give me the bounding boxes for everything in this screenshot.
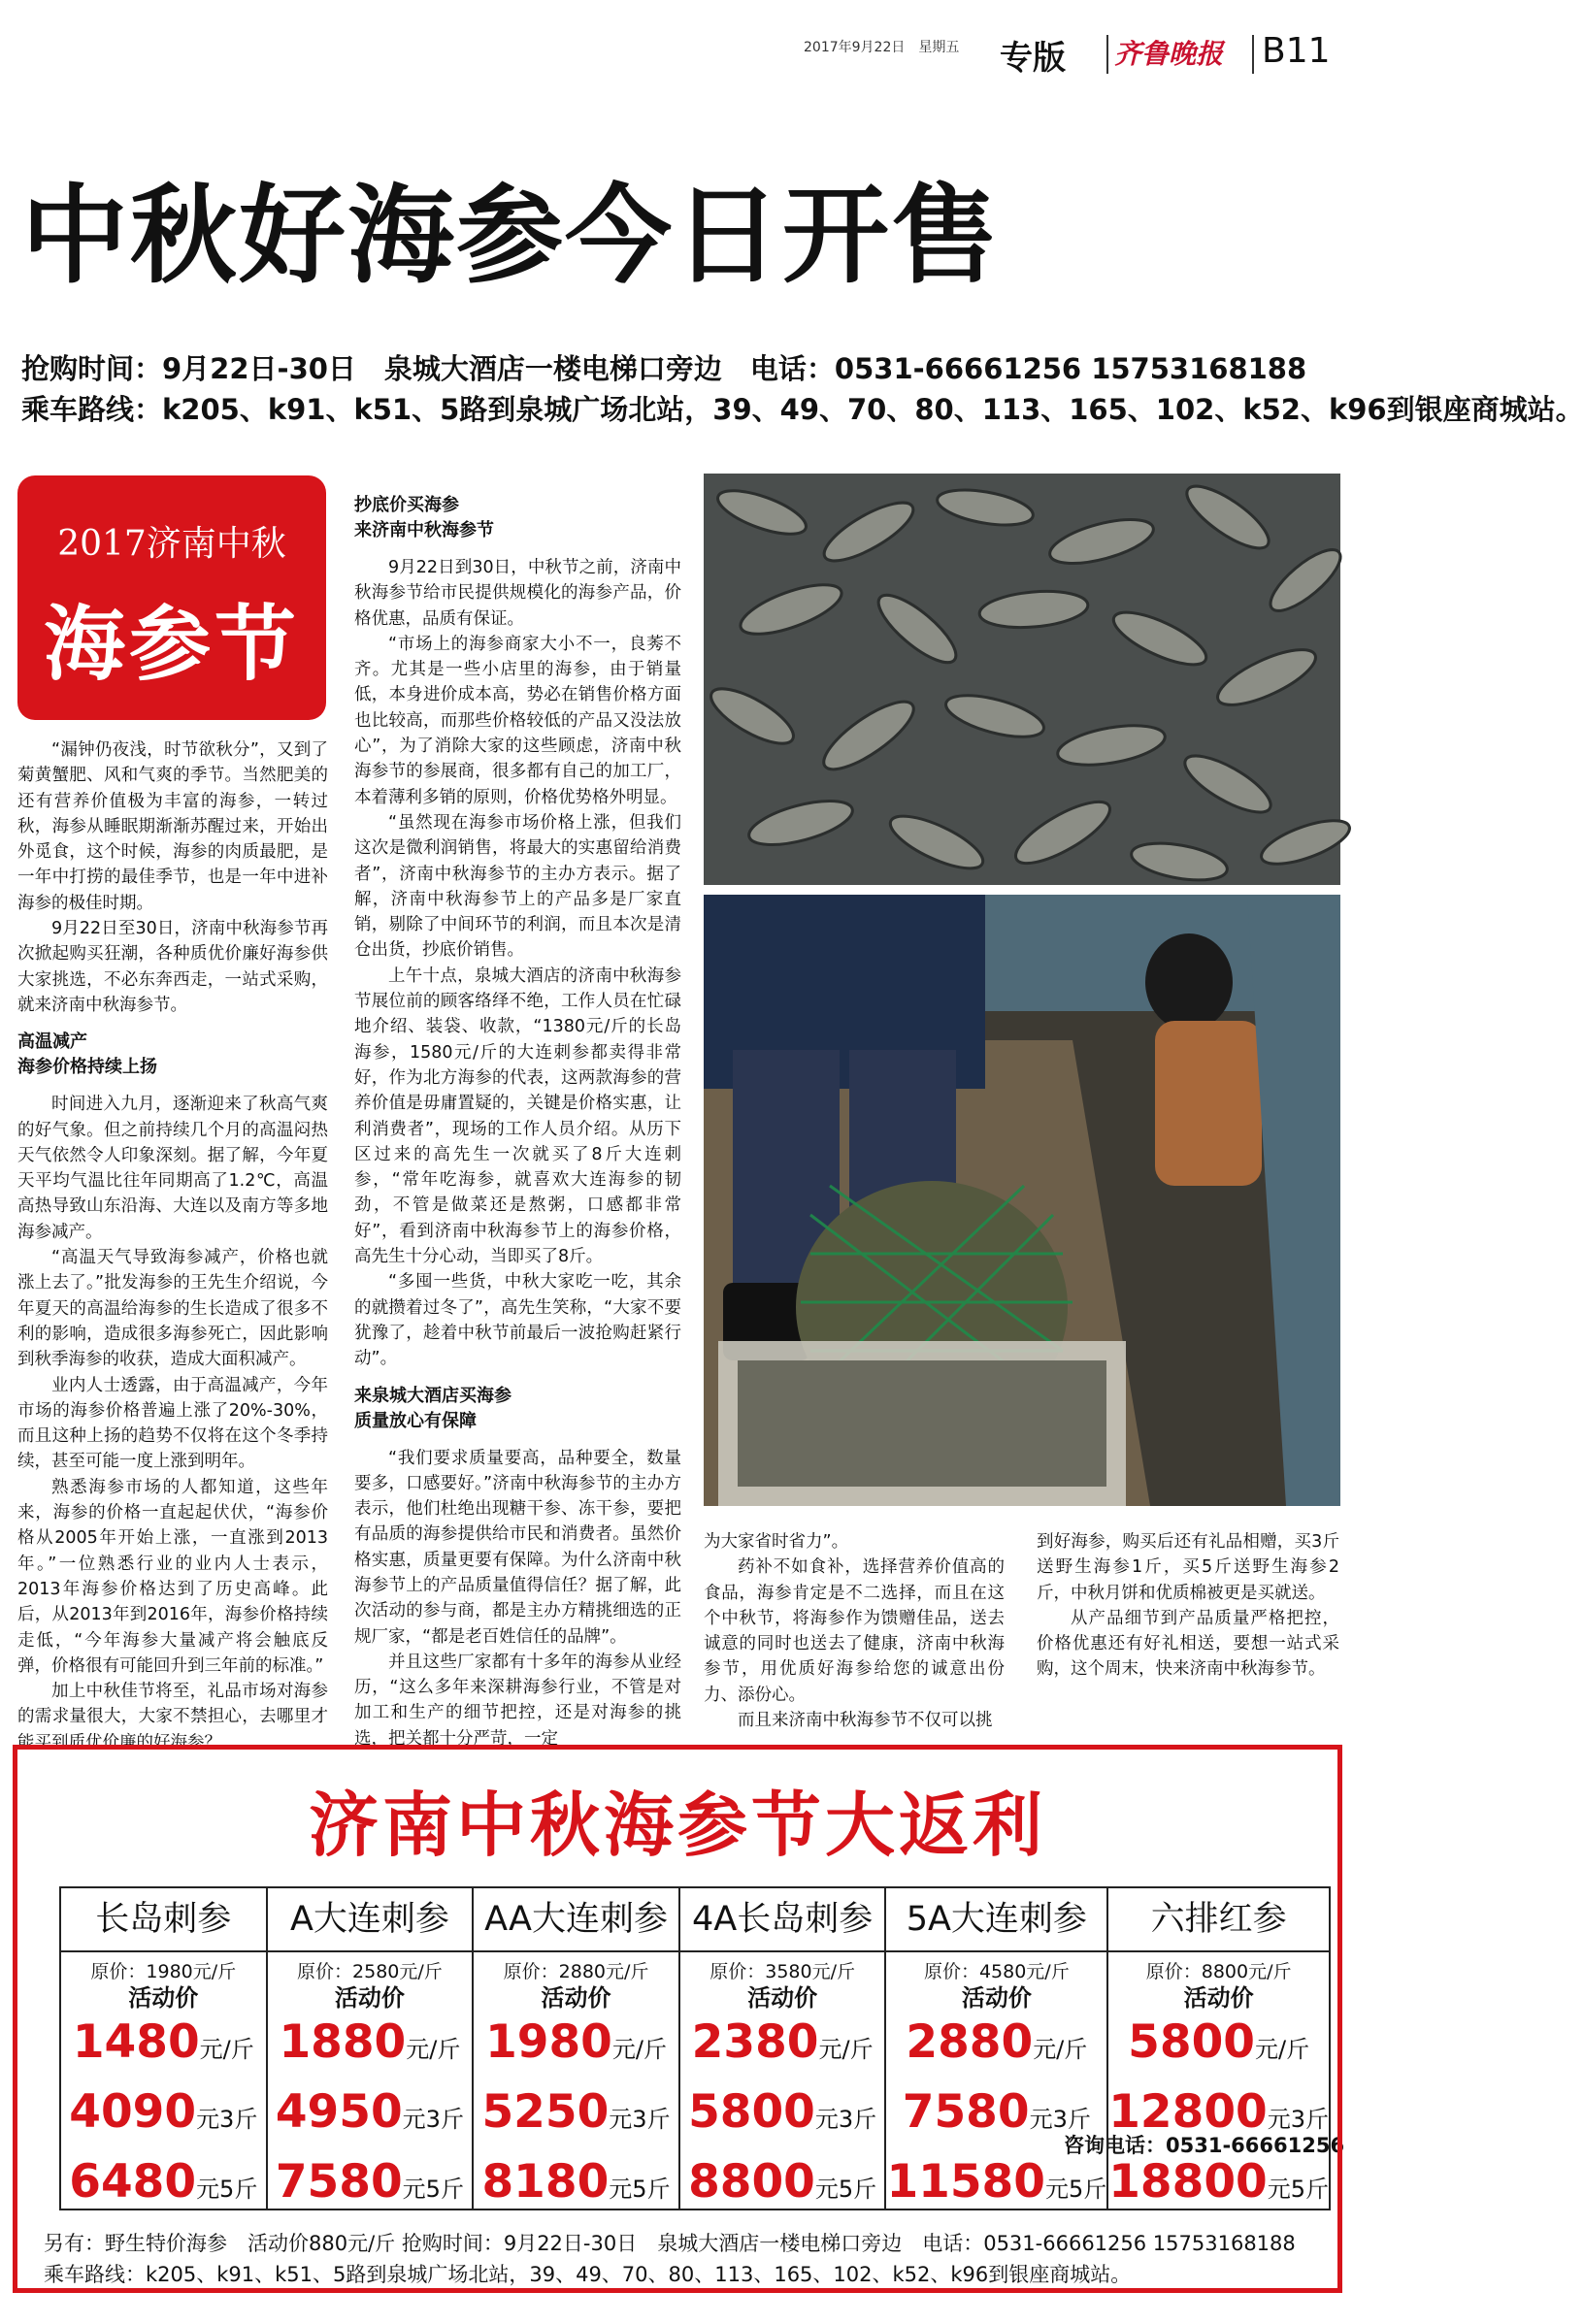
sale-price [1108,2013,1329,2082]
sale-price [474,2013,678,2082]
sale-price [268,2152,473,2222]
paragraph: 业内人士透露，由于高温减产，今年市场的海参价格普遍上涨了20%-30%，而且这种上扬的趋势不仅将在这个冬季持续，甚至可能一度上涨到明年。 [17,1375,328,1472]
paragraph: “市场上的海参商家大小不一，良莠不齐。尤其是一些小店里的海参，由于销量低，本身进价成本高，势必在销售价格方面也比较高，而那些价格较低的产品又没法放心”，为了消除大家的这些顾虑，济南中秋海参节的参展商，很多都有自己的加工厂，本着薄利多销的原则，价格优势格外明显。 [354,634,681,807]
sale-price-unit: 元/斤 [818,2036,874,2063]
bus-route-line: 乘车路线：k205、k91、k51、5路到泉城广场北站，39、49、70、80、113、165、102、k52、k96到银座商城站。 [21,393,1584,426]
sale-price-unit: 元/斤 [1033,2036,1088,2063]
sale-price-value: 11580 [886,2155,1045,2209]
original-price: 原价：2580元/斤 [297,1961,443,1982]
paragraph: 并且这些厂家都有十多年的海参从业经历，“这么多年来深耕海参行业，不管是对加工和生产的细节把控，还是对海参的挑选，把关都十分严苛，一定 [354,1652,681,1749]
sale-price-value: 4950 [275,2085,403,2139]
paragraph: 时间进入九月，逐渐迎来了秋高气爽的好气象。但之前持续几个月的高温闷热天气依然令人印象深刻。据了解，今年夏天平均气温比往年同期高了1.2℃，高温高热导致山东沿海、大连以及南方等多地海参减产。 [17,1095,328,1242]
sale-price [61,2082,266,2152]
sale-price [680,2013,885,2082]
paragraph: 为大家省时省力”。 [704,1532,849,1552]
sale-price [268,2082,473,2152]
paragraph: 9月22日到30日，中秋节之前，济南中秋海参节给市民提供规模化的海参产品，价格优惠，品质有保证。 [354,558,681,629]
issue-date: 2017年9月22日 星期五 [804,40,960,55]
page-headline: 中秋好海参今日开售 [21,174,1000,298]
sea-cucumber-harvest-photo [704,895,1340,1506]
sale-price-unit: 元5斤 [1267,2176,1330,2203]
paragraph: “多囤一些货，中秋大家吃一吃，其余的就攒着过冬了”，高先生笑称，“大家不要犹豫了，趁着中秋节前最后一波抢购赶紧行动”。 [354,1272,681,1369]
activity-price-label: 活动价 [961,1984,1032,2012]
subheading: 来济南中秋海参节 [354,520,494,540]
sale-price-value: 18800 [1108,2155,1268,2209]
sea-cucumber-pile-image [704,474,1340,885]
article-column-1 [17,737,328,1755]
sale-price [886,2013,1106,2082]
paragraph: 药补不如食补，选择营养价值高的食品，海参肯定是不二选择，而且在这个中秋节，将海参作为馈赠佳品，送去诚意的同时也送去了健康，济南中秋海参节，用优质好海参给您的诚意出份力、添份心。 [704,1557,1005,1705]
price-column [1108,1888,1329,2209]
paragraph: 从产品细节到产品质量严格把控，价格优惠还有好礼相送，要想一站式采购，这个周末，快来济南中秋海参节。 [1037,1608,1339,1680]
rebate-promo-box [13,1745,1345,2293]
masthead-divider [1106,35,1108,74]
badge-title: 海参节 [43,597,300,692]
activity-price-label: 活动价 [334,1984,405,2012]
sale-price-value: 12800 [1108,2085,1268,2139]
paragraph: 上午十点，泉城大酒店的济南中秋海参节展位前的顾客络绎不绝，工作人员在忙碌地介绍、装袋、收款，“1380元/斤的长岛海参，1580元/斤的大连刺参都卖得非常好，作为北方海参的代表，这两款海参的营养价值是毋庸置疑的，关键是价格实惠，让利消费者”，现场的工作人员介绍。从历下区过来的高先生一次就买了8斤大连刺参，“常年吃海参，就喜欢大连海参的韧劲，不管是做菜还是熬粥，口感都非常好”，看到济南中秋海参节上的海参价格，高先生十分心动，当即买了8斤。 [354,966,681,1267]
paragraph: 到好海参，购买后还有礼品相赠，买3斤送野生海参1斤，买5斤送野生海参2斤，中秋月饼和优质棉被更是买就送。 [1037,1532,1339,1603]
price-column [680,1888,887,2209]
original-price: 原价：8800元/斤 [1145,1961,1292,1982]
festival-badge [17,475,326,720]
sale-price-value: 7580 [275,2155,403,2209]
product-name: 长岛刺参 [61,1888,266,1952]
product-name: AA大连刺参 [474,1888,678,1952]
sale-price [474,2152,678,2222]
sale-price-unit: 元3斤 [814,2106,877,2133]
sale-price-unit: 元5斤 [609,2176,671,2203]
sale-price-value: 4090 [69,2085,197,2139]
paragraph: 9月22日至30日，济南中秋海参节再次掀起购买狂潮，各种质优价廉好海参供大家挑选，不必东奔西走，一站式采购，就来济南中秋海参节。 [17,919,328,1015]
product-name: 六排红参 [1108,1888,1329,1952]
sale-price [886,2082,1106,2152]
subheading: 抄底价买海参 [354,495,459,515]
paragraph: “漏钟仍夜浅，时节欲秋分”，又到了菊黄蟹肥、风和气爽的季节。当然肥美的还有营养价值极为丰富的海参，一转过秋，海参从睡眠期渐渐苏醒过来，开始出外觅食，这个时候，海参的肉质最肥，是一年中打捞的最佳季节，也是一年中进补海参的极佳时期。 [17,740,328,913]
article-column-4 [1037,1529,1339,1683]
sale-price-value: 5250 [481,2085,610,2139]
subheading: 海参价格持续上扬 [17,1057,157,1078]
sale-price-unit: 元/斤 [199,2036,254,2063]
sale-price-value: 5800 [1128,2015,1255,2069]
subheading: 高温减产 [17,1031,87,1053]
product-name: 5A大连刺参 [886,1888,1106,1952]
promo-extra-info: 另有：野生特价海参 活动价880元/斤 抢购时间：9月22日-30日 泉城大酒店一楼电梯口旁边 电话：0531-66661256 15753168188 [44,2232,1296,2255]
price-column [474,1888,680,2209]
activity-price-label: 活动价 [541,1984,611,2012]
sale-price-value: 7580 [902,2085,1030,2139]
sale-price-value: 2880 [906,2015,1034,2069]
sale-price-value: 2380 [691,2015,819,2069]
paragraph: “我们要求质量要高，品种要全，数量要多，口感要好。”济南中秋海参节的主办方表示，他们杜绝出现糖干参、冻干参，要把有品质的海参提供给市民和消费者。虽然价格实惠，质量更要有保障。为什么济南中秋海参节上的产品质量值得信任？据了解，此次活动的参与商，都是主办方精挑细选的正规厂家，“都是老百姓信任的品牌”。 [354,1448,681,1647]
paragraph: 熟悉海参市场的人都知道，这些年来，海参的价格一直起起伏伏，“海参价格从2005年开始上涨，一直涨到2013年。”一位熟悉行业的业内人士表示，2013年海参价格达到了历史高峰。此后，从2013年到2016年，海参价格持续走低，“今年海参大量减产将会触底反弹，价格很有可能回升到三年前的标准。” [17,1477,328,1676]
sale-price-value: 6480 [69,2155,197,2209]
article-column-3 [704,1529,1005,1733]
original-price: 原价：2880元/斤 [503,1961,649,1982]
sale-price-unit: 元5斤 [196,2176,258,2203]
sale-price [1108,2152,1329,2222]
paragraph: “高温天气导致海参减产，价格也就涨上去了。”批发海参的王先生介绍说，今年夏天的高温给海参的生长造成了很多不利的影响，造成很多海参死亡，因此影响到秋季海参的收获，造成大面积减产。 [17,1248,328,1370]
original-price: 原价：3580元/斤 [710,1961,856,1982]
sale-price-value: 8800 [688,2155,815,2209]
sale-price-unit: 元3斤 [1267,2106,1330,2133]
sale-price [61,2013,266,2082]
sale-price-value: 8180 [481,2155,610,2209]
subheading: 来泉城大酒店买海参 [354,1385,512,1406]
sale-price-unit: 元5斤 [1044,2176,1107,2203]
original-price: 原价：1980元/斤 [90,1961,237,1982]
sale-price-unit: 元3斤 [1029,2106,1091,2133]
sale-price-unit: 元/斤 [611,2036,667,2063]
sale-price-unit: 元5斤 [814,2176,877,2203]
paragraph: 而且来济南中秋海参节不仅可以挑 [738,1711,993,1731]
section-name: 专版 [1000,39,1066,78]
sale-price [474,2082,678,2152]
activity-price-label: 活动价 [1183,1984,1254,2012]
sale-price-unit: 元/斤 [1254,2036,1310,2063]
paragraph: “虽然现在海参市场价格上涨，但我们这次是微利润销售，将最大的实惠留给消费者”，济南中秋海参节的主办方表示。据了解，济南中秋海参节上的产品多是厂家直销，剔除了中间环节的利润，而且本次是清仓出货，抄底价销售。 [354,812,681,961]
sale-price-unit: 元3斤 [402,2106,464,2133]
sale-price [886,2152,1106,2222]
page-number: B11 [1262,31,1331,71]
sale-price-value: 1880 [279,2015,407,2069]
paragraph: 加上中秋佳节将至，礼品市场对海参的需求量很大，大家不禁担心，去哪里才能买到质优价廉的好海参？ [17,1682,328,1752]
activity-price-label: 活动价 [128,1984,199,2012]
price-column [268,1888,475,2209]
sale-price [61,2152,266,2222]
sale-price-value: 1480 [72,2015,200,2069]
sale-price [1108,2082,1329,2152]
sale-price-value: 1980 [485,2015,612,2069]
masthead-divider [1252,35,1254,74]
sale-price [680,2152,885,2222]
sale-price [268,2013,473,2082]
sale-price-unit: 元3斤 [609,2106,671,2133]
badge-year-line: 2017济南中秋 [57,524,286,564]
subheading: 质量放心有保障 [354,1410,477,1431]
sea-cucumber-pile-photo [704,474,1340,885]
harvest-scene-image [704,895,1340,1506]
masthead [0,29,1354,87]
article-column-2 [354,493,681,1751]
promo-title: 济南中秋海参节大返利 [308,1784,1046,1866]
product-name: A大连刺参 [268,1888,473,1952]
sale-price-unit: 元/斤 [406,2036,461,2063]
price-table [59,1886,1331,2210]
product-name: 4A长岛刺参 [680,1888,885,1952]
sale-price-unit: 元5斤 [402,2176,464,2203]
price-column [886,1888,1108,2209]
sale-price-value: 5800 [688,2085,815,2139]
sale-price-unit: 元3斤 [196,2106,258,2133]
activity-price-label: 活动价 [747,1984,818,2012]
original-price: 原价：4580元/斤 [923,1961,1070,1982]
sale-price [680,2082,885,2152]
paper-logo: 齐鲁晚报 [1114,38,1224,70]
price-column [61,1888,268,2209]
promo-bus-route: 乘车路线：k205、k91、k51、5路到泉城广场北站，39、49、70、80、113、165、102、k52、k96到银座商城站。 [44,2263,1132,2286]
sale-info-line: 抢购时间：9月22日-30日 泉城大酒店一楼电梯口旁边 电话：0531-66661256 15753168188 [21,352,1307,385]
consult-phone: 咨询电话：0531-66661256 [1064,2134,1345,2157]
